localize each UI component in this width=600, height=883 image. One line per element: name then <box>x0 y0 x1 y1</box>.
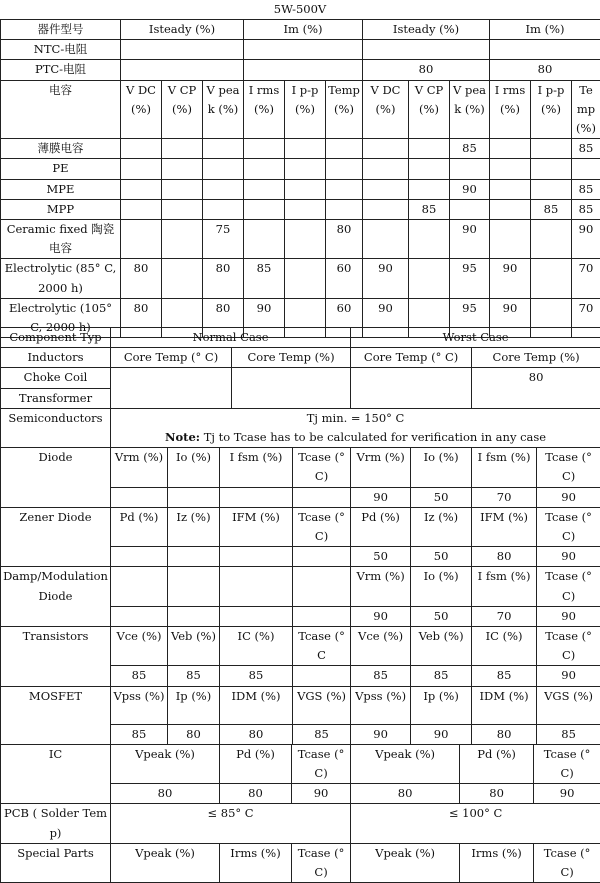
row-cap-label: 电容 <box>1 80 121 139</box>
cap-col-header: I p-p (%) <box>285 80 326 139</box>
damp-diode-label: Damp/Modulation Diode <box>1 567 111 627</box>
semiconductor-table: Component Typ Normal Case Worst Case Inductors Core Temp (° C) Core Temp (%) Core Temp (° C) Core Temp (%) Choke Coil 80 Transformer Semiconductors Tj min. = 150° C Note: Tj to Tcase has to be calculated for verification in any case Diode Vrm (%) Io (%) I fsm (%) Tcase (° C) Vrm (%) Io (%) I fsm (%) Tcase (° C) 90 50 70 90 Zener Diode Pd (%) Iz (%) IFM (%) Tcase (° C) Pd (%) Iz (%) IFM (%) Tcase (° C) 50 50 80 90 Damp/Modulation Diode Vrm (%) Io (%) I fsm (%) Tcase (° C) 90 50 70 90 Transistors Vce (%) Veb (%) IC (%) Tcase (° C Vce (%) Veb (%) IC (%) Tcase (° C) 85 85 85 85 85 85 90 MOSFET Vpss (%) Ip (%) IDM (%) VGS (%) Vpss (%) Ip (%) IDM (%) VGS (%) 85 80 80 85 90 90 80 85 IC Vpeak (%) Pd (%) Tcase (° C) Vpeak (%) Pd (%) Tcase (° C) 80 80 90 80 80 90 PCB ( Solder Temp) ≤ 85° C ≤ 100° C Special Parts Vpeak (%) Irms (%) Tcase (° C) Vpeak (%) Irms (%) Tcase (° C) <box>0 327 600 883</box>
normal-case-header: Normal Case <box>111 328 351 348</box>
cap-col-header: V CP (%) <box>162 80 203 139</box>
table-row: Ceramic fixed 陶瓷电容 75 80 90 90 <box>1 220 600 259</box>
diode-label: Diode <box>1 448 111 508</box>
header-isteady-normal: Isteady (%) <box>121 20 244 40</box>
cap-col-header: V peak (%) <box>450 80 490 139</box>
cap-col-header: V CP (%) <box>409 80 450 139</box>
ptc-isteady-worst: 80 <box>363 60 490 80</box>
cap-row-label: Ceramic fixed 陶瓷电容 <box>1 220 121 259</box>
cap-col-header: V DC (%) <box>121 80 162 139</box>
cap-row-label: PE <box>1 159 121 179</box>
transistors-label: Transistors <box>1 627 111 687</box>
pcb-normal: ≤ 85° C <box>111 804 351 843</box>
page-title: 5W-500V <box>0 0 600 19</box>
cap-col-header: V DC (%) <box>363 80 409 139</box>
table-row: MPP 85 85 85 <box>1 199 600 219</box>
pcb-label: PCB ( Solder Temp) <box>1 804 111 843</box>
header-component: 器件型号 <box>1 20 121 40</box>
header-im-worst: Im (%) <box>490 20 600 40</box>
header-im-normal: Im (%) <box>244 20 363 40</box>
cap-row-label: 薄膜电容 <box>1 139 121 159</box>
row-ntc-label: NTC-电阻 <box>1 40 121 60</box>
choke-coil-label: Choke Coil <box>1 368 111 388</box>
table-row <box>1 159 600 179</box>
cap-col-header: I rms (%) <box>490 80 531 139</box>
table-row: 薄膜电容 85 85 <box>1 139 600 159</box>
header-isteady-worst: Isteady (%) <box>363 20 490 40</box>
table-row: Electrolytic (85° C, 2000 h) 80 80 85 60 90 95 90 70 <box>1 259 600 298</box>
worst-case-header: Worst Case <box>351 328 600 348</box>
ic-label: IC <box>1 744 111 804</box>
cap-row-label: MPP <box>1 199 121 219</box>
cap-col-header: Temp (%) <box>572 80 600 139</box>
pcb-worst: ≤ 100° C <box>351 804 600 843</box>
table-row: Electrolytic (105° C, 2000 h) 80 80 90 60 90 95 90 70 <box>1 298 600 337</box>
cap-row-label: Electrolytic (105° C, 2000 h) <box>1 298 121 337</box>
table-row: MPE 90 85 <box>1 179 600 199</box>
cap-col-header: I rms (%) <box>244 80 285 139</box>
inductors-label: Inductors <box>1 348 111 368</box>
tj-min: Tj min. = 150° C <box>113 409 598 428</box>
note: Note: Tj to Tcase has to be calculated for verification in any case <box>113 428 598 447</box>
zener-label: Zener Diode <box>1 507 111 567</box>
inductor-worst-core-temp: 80 <box>472 368 600 408</box>
cap-col-header: V peak (%) <box>203 80 244 139</box>
transformer-label: Transformer <box>1 388 111 408</box>
capacitor-table <box>0 19 600 338</box>
semiconductors-label: Semiconductors <box>1 408 111 447</box>
cap-col-header: I p-p (%) <box>531 80 572 139</box>
mosfet-label: MOSFET <box>1 686 111 744</box>
cap-col-header: Temp (%) <box>326 80 363 139</box>
row-ptc-label: PTC-电阻 <box>1 60 121 80</box>
cap-row-label: MPE <box>1 179 121 199</box>
special-parts-label: Special Parts <box>1 843 111 882</box>
cap-row-label: Electrolytic (85° C, 2000 h) <box>1 259 121 298</box>
ptc-im-worst: 80 <box>490 60 600 80</box>
comp-typ-header: Component Typ <box>1 328 111 348</box>
